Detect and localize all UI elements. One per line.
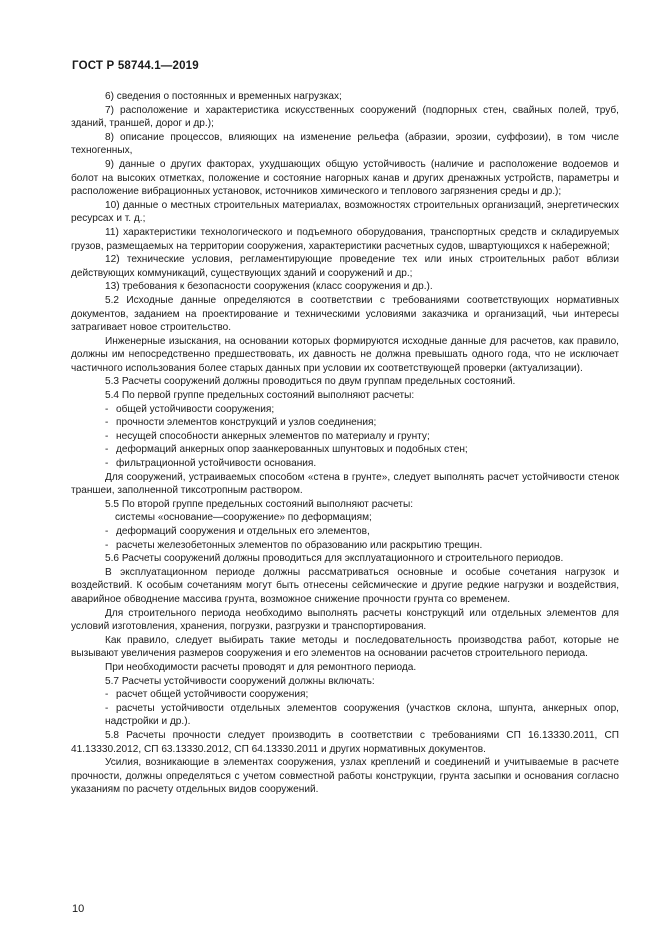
list-item-text: фильтрационной устойчивости основания. <box>116 458 317 470</box>
list-item <box>71 430 619 444</box>
paragraph: 7) расположение и характеристика искусственных сооружений (подпорных стен, свайных полей, труб, зданий, траншей, дорог и др.); <box>71 104 619 130</box>
list-item-text: прочности элементов конструкций и узлов соединения; <box>116 417 377 429</box>
paragraph: Как правило, следует выбирать такие методы и последовательность производства работ, которые не вызывают увеличения размеров сооружения и его элементов на основании расчетов строительного периода. <box>71 634 619 660</box>
list-dash: - <box>105 702 109 714</box>
list-item-text: несущей способности анкерных элементов по материалу и грунту; <box>116 430 430 442</box>
list-item <box>71 525 619 539</box>
list-item-text: деформаций анкерных опор заанкерованных шпунтовых и подобных стен; <box>116 444 468 456</box>
paragraph: 5.3 Расчеты сооружений должны проводиться по двум группам предельных состояний. <box>105 376 516 388</box>
paragraph: 6) сведения о постоянных и временных нагрузках; <box>105 91 342 102</box>
paragraph: Инженерные изыскания, на основании которых формируются исходные данные для расчетов, как правило, должны им непосредственно предшествовать, их давность не должна превышать одного года, что не исключает частичного использования более старых данных при условии их соответствующей проверки (актуализации). <box>71 335 619 374</box>
list-item <box>71 702 619 729</box>
paragraph: 13) требования к безопасности сооружения (класс сооружения и др.). <box>105 281 433 293</box>
paragraph: 5.4 По первой группе предельных состояний выполняют расчеты: <box>105 390 415 402</box>
document-body <box>71 90 619 797</box>
paragraph: 5.6 Расчеты сооружений должны проводиться для эксплуатационного и строительного периодов. <box>105 553 564 565</box>
list-dash: - <box>105 539 109 551</box>
list-item <box>71 416 619 430</box>
paragraph: В эксплуатационном периоде должны рассматриваться основные и особые сочетания нагрузок и воздействий. К особым сочетаниям могут быть отнесены сейсмические и другие редкие нагрузки и воздействия, аварийное обводнение массива грунта, возможное снижение прочности грунта со временем. <box>71 566 619 605</box>
document-header: ГОСТ Р 58744.1—2019 <box>72 60 199 72</box>
list-dash: - <box>105 417 109 429</box>
list-item <box>71 457 619 471</box>
list-item-text: общей устойчивости сооружения; <box>116 403 275 415</box>
paragraph: 5.5 По второй группе предельных состояний выполняют расчеты: <box>105 498 414 510</box>
list-item <box>71 539 619 553</box>
list-item <box>71 443 619 457</box>
list-item-text: расчеты железобетонных элементов по образованию или раскрытию трещин. <box>116 539 483 551</box>
list-item <box>71 688 619 702</box>
paragraph: 5.7 Расчеты устойчивости сооружений должны включать: <box>105 675 375 687</box>
paragraph: Для строительного периода необходимо выполнять расчеты конструкций или отдельных элементов для условий изготовления, хранения, погрузки, разгрузки и транспортирования. <box>71 607 619 633</box>
list-dash: - <box>105 458 109 470</box>
page-number: 10 <box>72 903 85 915</box>
paragraph: Для сооружений, устраиваемых способом «стена в грунте», следует выполнять расчет устойчивости стенок траншеи, заполненной тиксотропным раствором. <box>71 471 619 497</box>
list-dash: - <box>105 444 109 456</box>
list-dash: - <box>105 526 109 537</box>
paragraph: 8) описание процессов, влияющих на изменение рельефа (абразии, эрозии, суффозии), в том числе техногенных, <box>71 131 619 157</box>
list-item-text: расчеты устойчивости отдельных элементов сооружения (участков склона, шпунта, анкерных опор, надстройки и др.). <box>105 702 619 728</box>
paragraph: системы «основание—сооружение» по деформациям; <box>115 512 372 524</box>
paragraph: 5.8 Расчеты прочности следует производить в соответствии с требованиями СП 16.13330.2011, СП 41.13330.2012, СП 63.13330.2012, СП 64.13330.2011 и других нормативных документов. <box>71 729 619 755</box>
list-item-text: расчет общей устойчивости сооружения; <box>116 689 309 701</box>
list-dash: - <box>105 430 109 442</box>
paragraph: 11) характеристики технологического и подъемного оборудования, транспортных средств и складируемых грузов, размещаемых на территории сооружения, характеристики расчетных судов, швартующихся к набережной; <box>71 226 619 252</box>
paragraph: Усилия, возникающие в элементах сооружения, узлах креплений и соединений и учитываемые в расчете прочности, должны определяться с учетом совместной работы конструкции, грунта засыпки и основания согласно указаниям по расчету отдельных видов сооружений. <box>71 757 619 796</box>
paragraph: При необходимости расчеты проводят и для ремонтного периода. <box>105 661 417 673</box>
paragraph: 12) технические условия, регламентирующие проведение тех или иных строительных работ вблизи действующих коммуникаций, существующих зданий и сооружений и др.; <box>71 254 619 279</box>
paragraph: 10) данные о местных строительных материалах, возможностях строительных организаций, энергетических ресурсах и т. д.; <box>71 199 619 225</box>
paragraph: 9) данные о других факторах, ухудшающих общую устойчивость (наличие и расположение водоемов и болот на высоких отметках, положение и состояние нагорных канав и других дренажных устройств, параметры и расположение вибрационных установок, источников химического и теплового загрязнения среды и др.); <box>71 158 619 198</box>
list-item <box>71 403 619 417</box>
list-dash: - <box>105 689 109 701</box>
paragraph: 5.2 Исходные данные определяются в соответствии с требованиями соответствующих нормативных документов, заданием на проектирование и техническими условиями заказчика и организаций, чьи интересы затрагивает новое строительство. <box>71 294 619 334</box>
list-item-text: деформаций сооружения и отдельных его элементов, <box>116 526 370 537</box>
list-dash: - <box>105 403 109 415</box>
